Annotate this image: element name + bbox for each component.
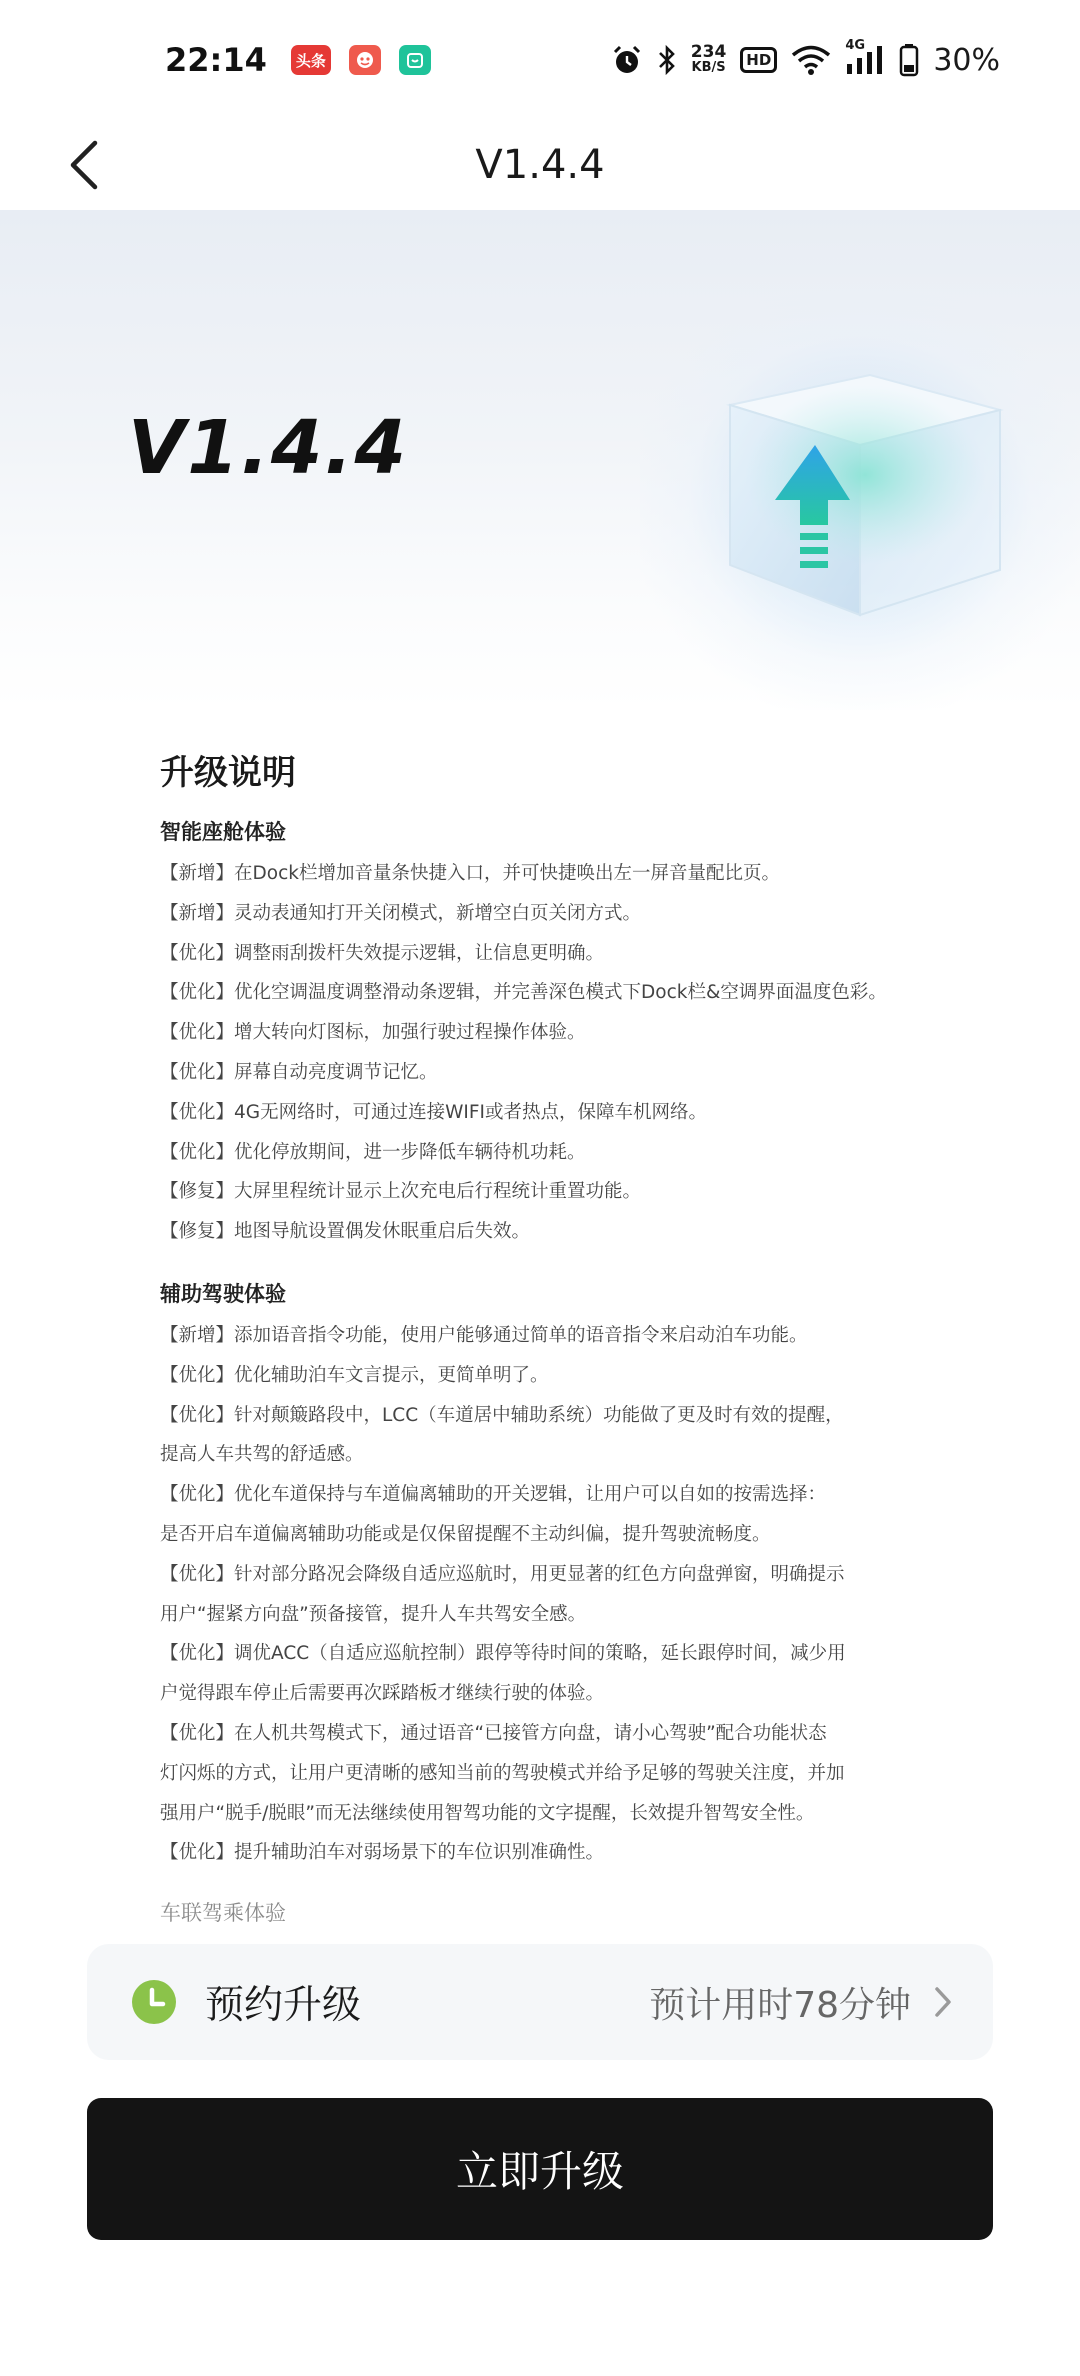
notes-group-cabin [160, 816, 960, 1252]
list-item: 【新增】添加语音指令功能，使用户能够通过简单的语音指令来启动泊车功能。 [160, 1324, 808, 1346]
list-item: 【优化】调优ACC（自适应巡航控制）跟停等待时间的策略，延长跟停时间，减少用 户觉得跟车停止后需要再次踩踏板才继续行驶的体验。 [160, 1643, 846, 1705]
group-title-connected: 车联驾乘体验 [160, 1901, 286, 1926]
schedule-upgrade-detail [649, 1977, 953, 2028]
group-title: 智能座舱体验 [160, 820, 286, 844]
status-bar [0, 0, 1080, 120]
list-item: 【优化】优化停放期间，进一步降低车辆待机功耗。 [160, 1141, 586, 1163]
cellular-signal-icon [845, 38, 885, 76]
status-left [165, 41, 431, 79]
bluetooth-icon [657, 44, 677, 76]
shopping-app-icon [349, 45, 381, 75]
release-notes [160, 745, 960, 1935]
list-item: 【新增】在Dock栏增加音量条快捷入口，并可快捷唤出左一屏音量配比页。 [160, 863, 780, 884]
battery-icon [899, 43, 919, 77]
list-item: 【优化】在人机共驾模式下，通过语音“已接管方向盘，请小心驾驶”配合功能状态 灯闪烁的方式，让用户更清晰的感知当前的驾驶模式并给予足够的驾驶关注度，并加 强用户“脱手/脱眼”而无法继续使用智驾功能的文字提醒，长效提升智驾安全性。 [160, 1722, 845, 1824]
list-item: 【修复】大屏里程统计显示上次充电后行程统计重置功能。 [160, 1181, 642, 1203]
estimated-time: 预计用时78分钟 [649, 1984, 911, 2026]
list-item: 【优化】优化辅助泊车文言提示，更简单明了。 [160, 1364, 549, 1386]
alarm-icon [611, 44, 643, 76]
group-title: 辅助驾驶体验 [160, 1281, 286, 1306]
mi-home-app-icon [399, 45, 431, 75]
page-title: V1.4.4 [475, 142, 605, 188]
signal-type: 4G [845, 38, 866, 53]
upgrade-now-button[interactable]: 立即升级 [87, 2098, 993, 2240]
network-speed-value: 234 [690, 42, 727, 62]
list-item: 【优化】屏幕自动亮度调节记忆。 [160, 1061, 438, 1083]
list-item: 【优化】4G无网络时，可通过连接WIFI或者热点，保障车机网络。 [160, 1101, 707, 1123]
wifi-icon [791, 44, 831, 76]
hd-badge: HD [740, 47, 777, 73]
nav-bar [0, 120, 1080, 210]
list-item: 【优化】提升辅助泊车对弱场景下的车位识别准确性。 [160, 1842, 605, 1864]
list-item: 【新增】灵动表通知打开关闭模式，新增空白页关闭方式。 [160, 902, 642, 924]
chevron-right-icon [933, 1985, 953, 2019]
list-item: 【优化】调整雨刮拨杆失效提示逻辑，让信息更明确。 [160, 942, 605, 964]
hero-version: V1.4.4 [128, 405, 408, 491]
status-time: 22:14 [165, 41, 267, 79]
toutiao-app-icon: 头条 [291, 45, 331, 75]
status-right [611, 38, 1000, 78]
hero-banner [0, 210, 1080, 710]
list-item: 【优化】优化空调温度调整滑动条逻辑，并完善深色模式下Dock栏&空调界面温度色彩。 [160, 982, 887, 1004]
schedule-upgrade-label: 预约升级 [205, 1983, 362, 2028]
upgrade-cube-icon [700, 325, 1030, 655]
list-item: 【优化】优化车道保持与车道偏离辅助的开关逻辑，让用户可以自如的按需选择： 是否开启车道偏离辅助功能或是仅保留提醒不主动纠偏，提升驾驶流畅度。 [160, 1484, 827, 1545]
network-speed-unit: KB/S [691, 60, 726, 75]
release-notes-heading: 升级说明 [160, 753, 296, 793]
network-speed [691, 44, 727, 76]
list-item: 【优化】增大转向灯图标，加强行驶过程操作体验。 [160, 1022, 586, 1044]
list-item: 【修复】地图导航设置偶发休眠重启后失效。 [160, 1221, 531, 1243]
clock-icon [131, 1979, 177, 2025]
battery-percent: 30% [933, 42, 1000, 78]
list-item: 【优化】针对部分路况会降级自适应巡航时，用更显著的红色方向盘弹窗，明确提示 用户“握紧方向盘”预备接管，提升人车共驾安全感。 [160, 1563, 845, 1625]
list-item: 【优化】针对颠簸路段中，LCC（车道居中辅助系统）功能做了更及时有效的提醒， 提高人车共驾的舒适感。 [160, 1404, 844, 1466]
schedule-upgrade-row[interactable] [87, 1944, 993, 2060]
notes-group-assisted-driving [160, 1278, 960, 1873]
